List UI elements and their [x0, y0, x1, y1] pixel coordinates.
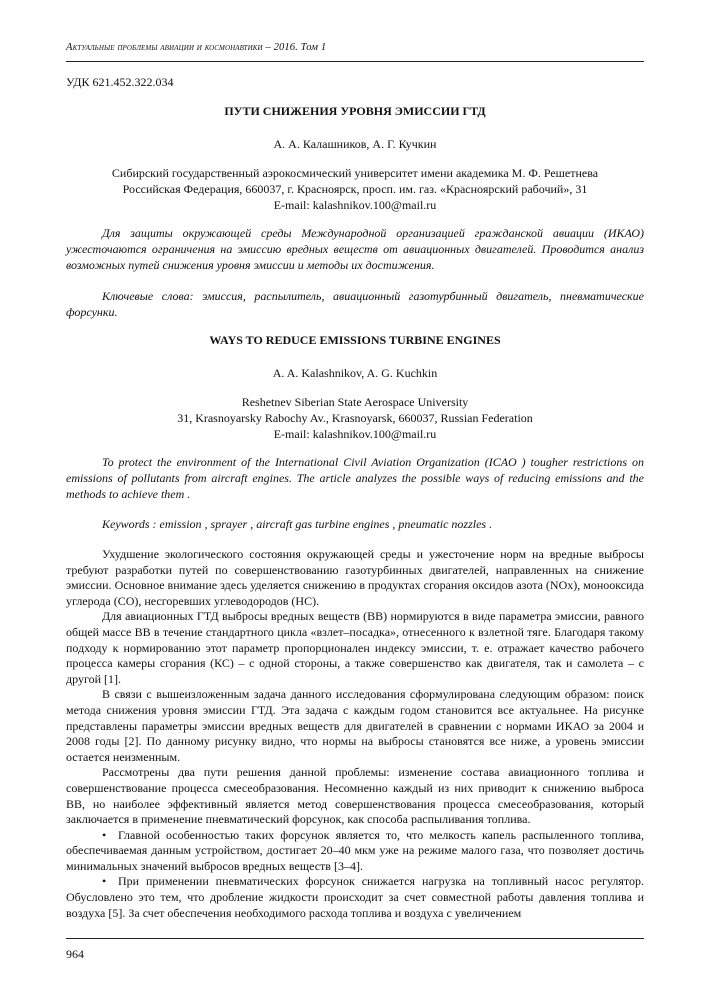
- title-en: WAYS TO REDUCE EMISSIONS TURBINE ENGINES: [209, 333, 501, 347]
- body-text: [66, 547, 644, 921]
- bullet-text: Главной особенностью таких форсунок является то, что мелкость капель распыленного топлива, обеспечиваемая данным устройством, достигает 20–40 мкм уже на режиме малого газа, что позволяет достичь минимальных значений выбросов вредных веществ [3–4].: [66, 827, 644, 873]
- bullet-item: [66, 874, 644, 921]
- affiliation-ru: [66, 166, 644, 213]
- bullet-icon: •: [102, 874, 107, 889]
- keywords-ru: Ключевые слова: эмиссия, распылитель, авиационный газотурбинный двигатель, пневматические форсунки.: [66, 289, 644, 319]
- paragraph: В связи с вышеизложенным задача данного исследования сформулирована следующим образом: поиск метода снижения уровня эмиссии ГТД. Эта задача с каждым годом становится все актуальнее. На рисунке представлены параметры эмиссии вредных веществ для двигателей в сравнении с нормами ИКАО за 2004 и 2008 годы [2]. По данному рисунку видно, что нормы на выбросы становятся все ниже, а уровень эмиссии остается неизменным.: [66, 687, 644, 764]
- paragraph: Ухудшение экологического состояния окружающей среды и ужесточение норм на вредные выбросы требуют разработки путей по совершенствованию газотурбинных двигателей, направленных на снижение эмиссии. Основное внимание здесь уделяется снижению в продуктах сгорания оксидов азота (NOx), монооксида углерода (CO), несгоревших углеводородов (HC).: [66, 547, 644, 608]
- footer-rule: [66, 938, 644, 939]
- title-ru: ПУТИ СНИЖЕНИЯ УРОВНЯ ЭМИССИИ ГТД: [224, 104, 486, 118]
- running-header: [66, 42, 644, 53]
- paragraph: Для авиационных ГТД выбросы вредных веществ (ВВ) нормируются в виде параметра эмиссии, равного общей массе ВВ в течение стандартного цикла «взлет–посадка», отнесенного к взлетной тяге. Благодаря такому подходу к нормированию этот параметр пропорционален индексу эмиссии, т. е. отражает качество рабочего процесса камеры сгорания (КС) – с одной стороны, а также совершенство как двигателя, так и самолета – с другой [1].: [66, 609, 644, 686]
- paragraph: Рассмотрены два пути решения данной проблемы: изменение состава авиационного топлива и совершенствование процесса смесеобразования. Несомненно каждый из них приводит к снижению выброса ВВ, но наиболее эффективный является метод совершенствования процесса смесеобразования, который заключается в применение пневматический форсунок, как способа распыливания топлива.: [66, 765, 644, 827]
- journal-title: Актуальные проблемы авиации и космонавтики: [66, 42, 263, 53]
- affiliation-ru-line: Сибирский государственный аэрокосмический университет имени академика М. Ф. Решетнева: [111, 166, 599, 180]
- authors-en: A. A. Kalashnikov, A. G. Kuchkin: [272, 366, 438, 380]
- page-number: 964: [66, 947, 84, 961]
- bullet-text: При применении пневматических форсунок снижается нагрузка на топливный насос регулятор. Обусловлено это тем, что дробление жидкости происходит за счет совместной работы давления топлива и воздуха [5]. За счет обеспечения необходимого расхода топлива и воздуха с увеличением: [66, 874, 644, 920]
- affiliation-en-line: Reshetnev Siberian State Aerospace University: [241, 395, 469, 409]
- affiliation-en-email: E-mail: kalashnikov.100@mail.ru: [273, 426, 437, 441]
- bullet-icon: •: [102, 827, 107, 842]
- authors-ru: А. А. Калашников, А. Г. Кучкин: [273, 137, 437, 151]
- affiliation-ru-line: Российская Федерация, 660037, г. Красноярск, просп. им. газ. «Красноярский рабочий», 31: [122, 181, 588, 196]
- journal-issue: – 2016. Том 1: [262, 42, 327, 53]
- affiliation-en: [66, 395, 644, 442]
- abstract-ru: Для защиты окружающей среды Международной организацией гражданской авиации (ИКАО) ужесточаются ограничения на эмиссию вредных веществ от авиационных двигателей. Проводится анализ возможных путей снижения уровня эмиссии и методы их достижения.: [66, 226, 644, 272]
- affiliation-en-line: 31, Krasnoyarsky Rabochy Av., Krasnoyarsk, 660037, Russian Federation: [177, 410, 533, 425]
- bullet-item: [66, 828, 644, 875]
- udc-code: УДК 621.452.322.034: [66, 75, 174, 89]
- header-rule: [66, 61, 644, 62]
- keywords-en: Keywords : emission , sprayer , aircraft gas turbine engines , pneumatic nozzles .: [102, 517, 493, 531]
- affiliation-ru-email: E-mail: kalashnikov.100@mail.ru: [273, 197, 437, 212]
- abstract-en: To protect the environment of the International Civil Aviation Organization (ICAO ) tougher restrictions on emissions of pollutants from aircraft engines. The article analyzes the possible ways of reducing emissions and the methods to achieve them .: [66, 455, 644, 501]
